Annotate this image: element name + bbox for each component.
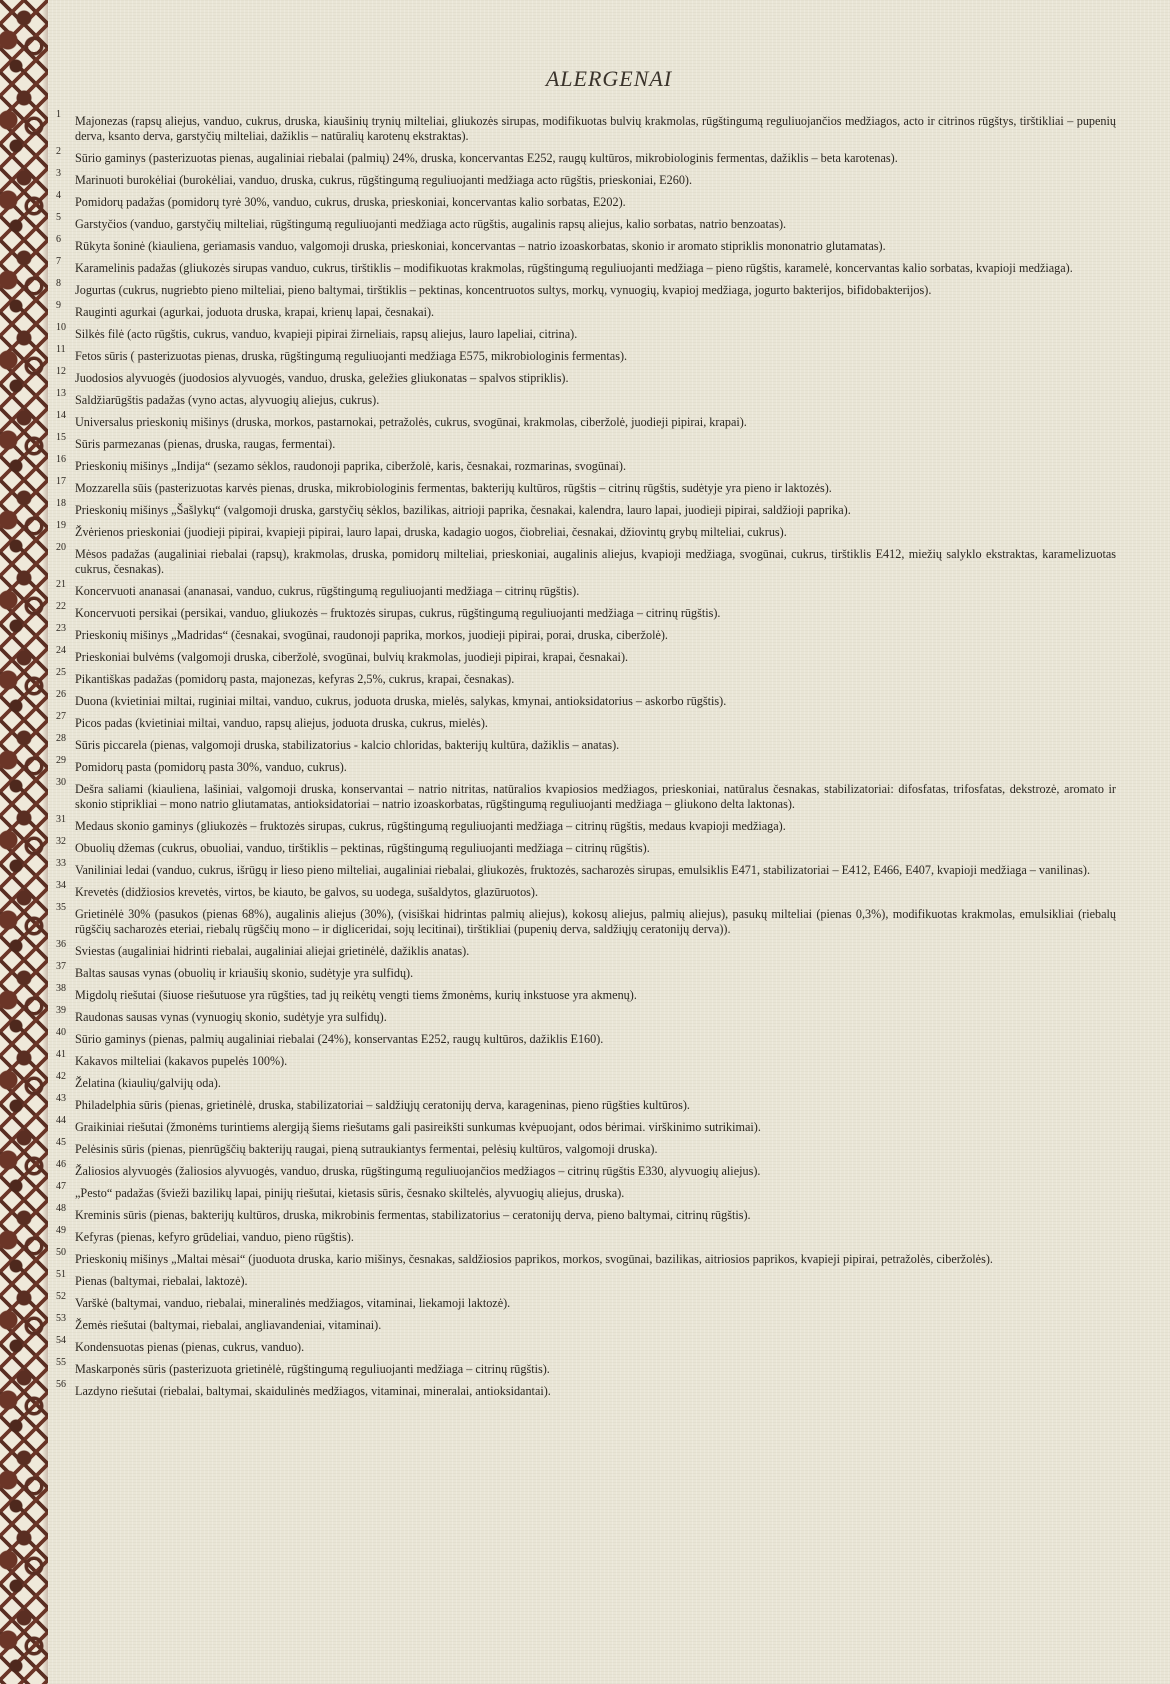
item-text: Pelėsinis sūris (pienas, pienrūgščių bakterijų raugai, pieną sutraukiantys fermentai, pelėsių kultūros, valgomoji druska).	[75, 1142, 658, 1156]
page-title: ALERGENAI	[545, 66, 673, 91]
item-number: 8	[56, 278, 61, 289]
item-text: Vaniliniai ledai (vanduo, cukrus, išrūgų ir lieso pieno milteliai, augaliniai riebalai, gliukozės, fruktozės, sacharozės sirupas, emulsiklis E471, stabilizatoriai – E412, E466, E407, kvapioji medžiaga – vanilinas).	[75, 863, 1091, 877]
list-item	[56, 520, 1116, 540]
item-number: 22	[56, 601, 66, 612]
item-number: 13	[56, 388, 66, 399]
list-item	[56, 1115, 1116, 1135]
list-item	[56, 983, 1116, 1003]
item-number: 34	[56, 880, 66, 891]
list-item	[56, 1313, 1116, 1333]
item-number: 48	[56, 1203, 66, 1214]
item-text: Pienas (baltymai, riebalai, laktozė).	[75, 1274, 248, 1288]
list-item	[56, 476, 1116, 496]
item-number: 54	[56, 1335, 66, 1346]
item-text: Krevetės (didžiosios krevetės, virtos, be kiauto, be galvos, su uodega, sušaldytos, glazūruotos).	[75, 885, 539, 899]
list-item	[56, 146, 1116, 166]
item-text: Jogurtas (cukrus, nugriebto pieno milteliai, pieno baltymai, tirštiklis – pektinas, koncentruotos sultys, morkų, vynuogių, kvapioj medžiaga, jogurto bakterijos, bifidobakterijos).	[75, 283, 932, 297]
item-number: 51	[56, 1269, 66, 1280]
item-text: Žvėrienos prieskoniai (juodieji pipirai, kvapieji pipirai, lauro lapai, druska, kadagio uogos, čiobreliai, česnakai, džiovintų grybų milteliai, cukrus).	[75, 525, 787, 539]
item-number: 16	[56, 454, 66, 465]
item-text: Juodosios alyvuogės (juodosios alyvuogės, vanduo, druska, geležies gliukonatas – spalvos stipriklis).	[75, 371, 569, 385]
item-number: 41	[56, 1049, 66, 1060]
item-text: Sūris parmezanas (pienas, druska, raugas, fermentai).	[75, 437, 336, 451]
item-text: Prieskonių mišinys „Indija“ (sezamo sėklos, raudonoji paprika, ciberžolė, karis, česnakai, rozmarinas, svogūnai).	[75, 459, 626, 473]
item-text: Baltas sausas vynas (obuolių ir kriaušių skonio, sudėtyje yra sulfidų).	[75, 966, 414, 980]
item-number: 43	[56, 1093, 66, 1104]
item-number: 15	[56, 432, 66, 443]
item-text: Varškė (baltymai, vanduo, riebalai, mineralinės medžiagos, vitaminai, liekamoji laktozė).	[75, 1296, 511, 1310]
list-item	[56, 601, 1116, 621]
item-text: Pikantiškas padažas (pomidorų pasta, majonezas, kefyras 2,5%, cukrus, krapai, česnakas).	[75, 672, 515, 686]
item-text: Rūkyta šoninė (kiauliena, geriamasis vanduo, valgomoji druska, prieskoniai, koncervantas – natrio izoaskorbatas, skonio ir aromato stipriklis mononatrio glutamatas).	[75, 239, 886, 253]
item-text: Universalus prieskonių mišinys (druska, morkos, pastarnokai, petražolės, cukrus, svogūnai, krakmolas, ciberžolė, juodieji pipirai, krapai).	[75, 415, 747, 429]
list-item	[56, 755, 1116, 775]
list-item	[56, 579, 1116, 599]
item-text: Dešra saliami (kiauliena, lašiniai, valgomoji druska, konservantai – natrio nitritas, natūralios kvapiosios medžiagos, prieskoniai, natūralus česnakas, stabilizatoriai: difosfatas, trifosfatas, dekstrozė, aromato ir skonio stiprikliai – mono natrio gliutamatas, antioksidatoriai – natrio izoaskorbatas, rūgštingumą reguliuojanti medžiaga – gliukono delta laktonas).	[75, 782, 1116, 811]
item-text: Obuolių džemas (cukrus, obuoliai, vanduo, tirštiklis – pektinas, rūgštingumą reguliuojanti medžiaga – citrinų rūgštis).	[75, 841, 650, 855]
item-number: 45	[56, 1137, 66, 1148]
list-item	[56, 711, 1116, 731]
item-number: 19	[56, 520, 66, 531]
item-number: 32	[56, 836, 66, 847]
item-number: 30	[56, 777, 66, 788]
item-number: 49	[56, 1225, 66, 1236]
list-item	[56, 667, 1116, 687]
item-number: 6	[56, 234, 61, 245]
item-number: 44	[56, 1115, 66, 1126]
item-text: Koncervuoti persikai (persikai, vanduo, gliukozės – fruktozės sirupas, cukrus, rūgštingumą reguliuojanti medžiaga – citrinų rūgštis).	[75, 606, 721, 620]
item-number: 46	[56, 1159, 66, 1170]
item-number: 39	[56, 1005, 66, 1016]
list-item	[56, 689, 1116, 709]
item-text: Pomidorų padažas (pomidorų tyrė 30%, vanduo, cukrus, druska, prieskoniai, koncervantas kalio sorbatas, E202).	[75, 195, 626, 209]
list-item	[56, 212, 1116, 232]
item-number: 29	[56, 755, 66, 766]
item-number: 53	[56, 1313, 66, 1324]
item-text: Rauginti agurkai (agurkai, joduota druska, krapai, krienų lapai, česnakai).	[75, 305, 435, 319]
list-item	[56, 278, 1116, 298]
item-text: „Pesto“ padažas (švieži bazilikų lapai, pinijų riešutai, kietasis sūris, česnako skiltelės, alyvuogių aliejus, druska).	[75, 1186, 625, 1200]
item-text: Sūrio gaminys (pasterizuotas pienas, augaliniai riebalai (palmių) 24%, druska, koncervantas E252, raugų kultūros, mikrobiologinis fermentas, dažiklis – beta karotenas).	[75, 151, 898, 165]
item-text: Silkės filė (acto rūgštis, cukrus, vanduo, kvapieji pipirai žirneliais, rapsų aliejus, lauro lapeliai, citrina).	[75, 327, 578, 341]
item-number: 9	[56, 300, 61, 311]
item-number: 26	[56, 689, 66, 700]
list-item	[56, 1005, 1116, 1025]
item-number: 21	[56, 579, 66, 590]
list-item	[56, 1159, 1116, 1179]
list-item	[56, 777, 1116, 812]
ornamental-border	[0, 0, 48, 1684]
list-item	[56, 300, 1116, 320]
item-text: Kondensuotas pienas (pienas, cukrus, vanduo).	[75, 1340, 305, 1354]
item-text: Mozzarella sūis (pasterizuotas karvės pienas, druska, mikrobiologinis fermentas, bakterijų kultūros, rūgštis – citrinų rūgštis, sudėtyje yra pieno ir laktozės).	[75, 481, 832, 495]
allergen-list	[56, 109, 1116, 1406]
item-number: 31	[56, 814, 66, 825]
item-number: 14	[56, 410, 66, 421]
list-item	[56, 623, 1116, 643]
item-text: Žemės riešutai (baltymai, riebalai, angliavandeniai, vitaminai).	[75, 1318, 382, 1332]
item-number: 2	[56, 146, 61, 157]
item-text: Graikiniai riešutai (žmonėms turintiems alergiją šiems riešutams gali pasireikšti sunkumas kvėpuojant, odos bėrimai. virškinimo sutrikimai).	[75, 1120, 761, 1134]
item-text: Grietinėlė 30% (pasukos (pienas 68%), augalinis aliejus (30%), (visiškai hidrintas palmių aliejus), kokosų aliejus, palmių aliejus), pasukų milteliai (pienas 0,3%), modifikuotas krakmolas, emulsikliai (riebalų rūgščių sacharozės eteriai, riebalų rūgščių mono – ir digliceridai, sojų lecitinai), tirštikliai (pupenių derva, saldžiųjų ceratonijų derva)).	[75, 907, 1116, 936]
list-item	[56, 961, 1116, 981]
item-text: Pomidorų pasta (pomidorų pasta 30%, vanduo, cukrus).	[75, 760, 347, 774]
list-item	[56, 498, 1116, 518]
item-text: Marinuoti burokėliai (burokėliai, vanduo, druska, cukrus, rūgštingumą reguliuojanti medžiaga acto rūgštis, prieskoniai, E260).	[75, 173, 693, 187]
item-number: 20	[56, 542, 66, 553]
item-text: Sūrio gaminys (pienas, palmių augaliniai riebalai (24%), konservantas E252, raugų kultūros, dažiklis E160).	[75, 1032, 604, 1046]
list-item	[56, 645, 1116, 665]
item-text: Mėsos padažas (augaliniai riebalai (rapsų), krakmolas, druska, pomidorų milteliai, prieskoniai, augalinis aliejus, kvapioji medžiaga, svogūnai, cukrus, tirštiklis E412, miežių salyklo ekstraktas, karamelizuotas cukrus, česnakas).	[75, 547, 1116, 576]
item-number: 1	[56, 109, 61, 120]
list-item	[56, 234, 1116, 254]
item-number: 38	[56, 983, 66, 994]
item-number: 28	[56, 733, 66, 744]
list-item	[56, 1203, 1116, 1223]
item-text: Prieskonių mišinys „Maltai mėsai“ (juoduota druska, kario mišinys, česnakas, saldžiosios paprikos, morkos, svogūnai, bazilikas, aitriosios paprikos, kvapieji pipirai, petražolės, ciberžolės).	[75, 1252, 993, 1266]
item-text: Garstyčios (vanduo, garstyčių milteliai, rūgštingumą reguliuojanti medžiaga acto rūgštis, augalinis rapsų aliejus, kalio sorbatas, natrio benzoatas).	[75, 217, 787, 231]
list-item	[56, 836, 1116, 856]
item-text: Žaliosios alyvuogės (žaliosios alyvuogės, vanduo, druska, rūgštingumą reguliuojančios medžiagos – citrinų rūgštis E330, alyvuogių aliejus).	[75, 1164, 761, 1178]
list-item	[56, 1181, 1116, 1201]
list-item	[56, 454, 1116, 474]
item-number: 18	[56, 498, 66, 509]
list-item	[56, 542, 1116, 577]
item-number: 23	[56, 623, 66, 634]
list-item	[56, 939, 1116, 959]
list-item	[56, 168, 1116, 188]
item-text: Majonezas (rapsų aliejus, vanduo, cukrus, druska, kiaušinių trynių milteliai, gliukozės sirupas, modifikuotas bulvių krakmolas, rūgštingumą reguliuojančios medžiagos, acto ir citrinos rūgštys, tirštikliai – pupenių derva, ksanto derva, garstyčių milteliai, dažiklis – natūralių karotenų ekstraktas).	[75, 114, 1116, 143]
list-item	[56, 1335, 1116, 1355]
list-item	[56, 344, 1116, 364]
item-number: 37	[56, 961, 66, 972]
item-number: 7	[56, 256, 61, 267]
item-number: 24	[56, 645, 66, 656]
item-text: Prieskonių mišinys „Madridas“ (česnakai, svogūnai, raudonoji paprika, morkos, juodieji pipirai, porai, druska, ciberžolė).	[75, 628, 668, 642]
item-number: 11	[56, 344, 66, 355]
list-item	[56, 322, 1116, 342]
item-text: Prieskoniai bulvėms (valgomoji druska, ciberžolė, svogūnai, bulvių krakmolas, juodieji pipirai, krapai, česnakai).	[75, 650, 629, 664]
item-number: 52	[56, 1291, 66, 1302]
list-item	[56, 902, 1116, 937]
list-item	[56, 410, 1116, 430]
item-text: Sūris piccarela (pienas, valgomoji druska, stabilizatorius - kalcio chloridas, bakterijų kultūra, dažiklis – anatas).	[75, 738, 620, 752]
list-item	[56, 109, 1116, 144]
item-text: Prieskonių mišinys „Šašlykų“ (valgomoji druska, garstyčių sėklos, bazilikas, aitrioji paprika, česnakai, kalendra, lauro lapai, juodieji pipirai, saldžioji paprika).	[75, 503, 851, 517]
item-number: 56	[56, 1379, 66, 1390]
list-item	[56, 366, 1116, 386]
list-item	[56, 256, 1116, 276]
item-number: 5	[56, 212, 61, 223]
item-number: 33	[56, 858, 66, 869]
item-text: Maskarponės sūris (pasterizuota grietinėlė, rūgštingumą reguliuojanti medžiaga – citrinų rūgštis).	[75, 1362, 550, 1376]
item-number: 50	[56, 1247, 66, 1258]
item-text: Karamelinis padažas (gliukozės sirupas vanduo, cukrus, tirštiklis – modifikuotas krakmolas, rūgštingumą reguliuojanti medžiaga – pieno rūgštis, karamelė, koncervantas kalio sorbatas, kvapioji medžiaga).	[75, 261, 1073, 275]
list-item	[56, 733, 1116, 753]
item-text: Lazdyno riešutai (riebalai, baltymai, skaidulinės medžiagos, vitaminai, mineralai, antioksidantai).	[75, 1384, 551, 1398]
list-item	[56, 1137, 1116, 1157]
item-text: Želatina (kiaulių/galvijų oda).	[75, 1076, 221, 1090]
list-item	[56, 432, 1116, 452]
item-text: Sviestas (augaliniai hidrinti riebalai, augaliniai aliejai grietinėlė, dažiklis anatas).	[75, 944, 470, 958]
list-item	[56, 1357, 1116, 1377]
item-number: 4	[56, 190, 61, 201]
item-number: 27	[56, 711, 66, 722]
item-text: Raudonas sausas vynas (vynuogių skonio, sudėtyje yra sulfidų).	[75, 1010, 387, 1024]
list-item	[56, 1269, 1116, 1289]
item-number: 12	[56, 366, 66, 377]
item-number: 55	[56, 1357, 66, 1368]
list-item	[56, 858, 1116, 878]
item-text: Saldžiarūgštis padažas (vyno actas, alyvuogių aliejus, cukrus).	[75, 393, 380, 407]
item-text: Kefyras (pienas, kefyro grūdeliai, vanduo, pieno rūgštis).	[75, 1230, 354, 1244]
list-item	[56, 1379, 1116, 1399]
item-text: Fetos sūris ( pasterizuotas pienas, druska, rūgštingumą reguliuojanti medžiaga E575, mikrobiologinis fermentas).	[75, 349, 628, 363]
item-number: 35	[56, 902, 66, 913]
item-number: 40	[56, 1027, 66, 1038]
list-item	[56, 1049, 1116, 1069]
item-text: Koncervuoti ananasai (ananasai, vanduo, cukrus, rūgštingumą reguliuojanti medžiaga – citrinų rūgštis).	[75, 584, 580, 598]
list-item	[56, 1291, 1116, 1311]
list-item	[56, 814, 1116, 834]
list-item	[56, 388, 1116, 408]
list-item	[56, 1093, 1116, 1113]
item-text: Migdolų riešutai (šiuose riešutuose yra rūgšties, tad jų reikėtų vengti tiems žmonėms, kurių inkstuose yra akmenų).	[75, 988, 637, 1002]
list-item	[56, 1247, 1116, 1267]
item-number: 3	[56, 168, 61, 179]
list-item	[56, 1225, 1116, 1245]
list-item	[56, 1071, 1116, 1091]
item-text: Philadelphia sūris (pienas, grietinėlė, druska, stabilizatoriai – saldžiųjų ceratonijų derva, karageninas, pieno rūgšties kultūros).	[75, 1098, 690, 1112]
item-text: Picos padas (kvietiniai miltai, vanduo, rapsų aliejus, joduota druska, cukrus, mielės).	[75, 716, 488, 730]
item-number: 47	[56, 1181, 66, 1192]
item-number: 10	[56, 322, 66, 333]
item-number: 25	[56, 667, 66, 678]
item-text: Kakavos milteliai (kakavos pupelės 100%).	[75, 1054, 288, 1068]
item-text: Kreminis sūris (pienas, bakterijų kultūros, druska, mikrobinis fermentas, stabilizatorius – ceratonijų derva, pieno baltymai, citrinų rūgštis).	[75, 1208, 751, 1222]
item-number: 42	[56, 1071, 66, 1082]
list-item	[56, 1027, 1116, 1047]
list-item	[56, 190, 1116, 210]
item-number: 36	[56, 939, 66, 950]
item-text: Medaus skonio gaminys (gliukozės – fruktozės sirupas, cukrus, rūgštingumą reguliuojanti medžiaga – citrinų rūgštis, medaus kvapioji medžiaga).	[75, 819, 786, 833]
item-number: 17	[56, 476, 66, 487]
item-text: Duona (kvietiniai miltai, ruginiai miltai, vanduo, cukrus, joduota druska, mielės, salykas, kmynai, antioksidatorius – askorbo rūgštis).	[75, 694, 727, 708]
list-item	[56, 880, 1116, 900]
